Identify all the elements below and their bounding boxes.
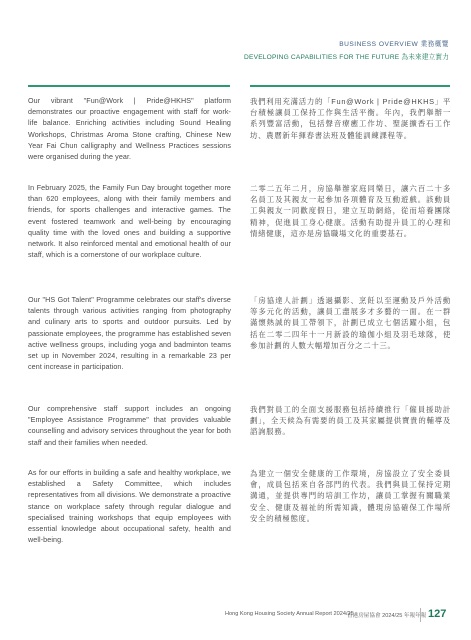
section-overview-label: BUSINESS OVERVIEW 業務概覽 [339,41,449,48]
page-number: 127 [428,608,447,620]
paragraph-en-4: Our comprehensive staff support includes an ongoing "Employee Assistance Programme" that provides valuable counselling and advisory services throughout the year for both staff and their families when needed. [28,405,231,447]
paragraph-en-2: In February 2025, the Family Fun Day brought together more than 620 employees, along with their family members and friends, for sports challenges and interactive games. The event fostered teamwork and well-being by encouraging quality time with the loved ones and building a supportive network. It also reinforced mental and emotional health of our staff, which is a cornerstone of our workplace culture. [28,184,231,260]
paragraph-zh-3: 「房協達人計劃」透過攝影、烹飪以至運動及戶外活動等多元化的活動，讓員工盡展多才多藝的一面。在一群滿懷熱誠的員工帶領下，計劃已成立七個活躍小組，包括在二零二四年十一月新設的瑜伽小組及羽毛球隊，使參加計劃的人數大幅增加百分之二十三。 [250,296,451,350]
page-header [244,40,449,62]
paragraph-zh-2: 二零二五年二月，房協舉辦家庭同樂日，讓六百二十多名員工及其親友一起參加各項體育及互動遊戲。該動員工與親友一同歡度假日，建立互助網絡，從而培養團隊精神，促進員工身心健康。活動有助提升員工的心理和情緒健康，這亦是房協職場文化的重要基石。 [250,184,451,238]
paragraph-en-3: Our "HS Got Talent" Programme celebrates our staff's diverse talents through various activities ranging from photography and culinary arts to sports and outdoor pursuits. Led by passionate employees, the programme has established seven active wellness groups, including yoga and badminton teams set up in November 2024, resulting in a remarkable 23 per cent increase in participation. [28,296,231,372]
paragraph-zh-5: 為建立一個安全健康的工作環境，房協設立了安全委員會，成員包括來自各部門的代表。我們與員工保持定期溝通，並提供專門的培訓工作坊，讓員工掌握有關職業安全、健康及福祉的所需知識，體現房協確保工作場所安全的積極態度。 [250,469,451,523]
paragraph-en-1: Our vibrant "Fun@Work | Pride@HKHS" platform demonstrates our proactive engagement with staff for work-life balance. Enriching activities including Sound Healing Workshops, Christmas Aroma Stone crafting, Chinese New Year Fai Chun calligraphy and Wellness Practices sessions were organised during the year. [28,97,231,162]
divider-left [28,85,230,87]
footer-report-title-en: Hong Kong Housing Society Annual Report 2024/25 [225,611,354,617]
section-title: DEVELOPING CAPABILITIES FOR THE FUTURE 為未來建立實力 [244,54,449,61]
footer-separator [420,608,421,622]
paragraph-zh-4: 我們對員工的全面支援服務包括持續推行「僱員援助計劃」，全天候為有需要的員工及其家屬提供寶貴的輔導及諮詢服務。 [250,405,451,437]
page-footer [0,608,471,624]
paragraph-zh-1: 我們利用充滿活力的「Fun@Work | Pride@HKHS」平台積極讓員工保持工作與生活平衡。年內，我們舉辦一系列豐富活動，包括聲音療癒工作坊、聖誕擴香石工作坊、農曆新年揮春書法班及體能訓練課程等。 [250,97,451,140]
divider-right [250,85,450,87]
footer-report-title-zh: 香港房屋協會 2024/25 年報年報 [347,613,427,619]
paragraph-en-5: As for our efforts in building a safe and healthy workplace, we established a Safety Committee, which includes representatives from all divisions. We demonstrate a proactive stance on workplace safety through regular dialogue and specialised training workshops that equip employees with essential knowledge about occupational safety, health and well-being. [28,469,231,545]
